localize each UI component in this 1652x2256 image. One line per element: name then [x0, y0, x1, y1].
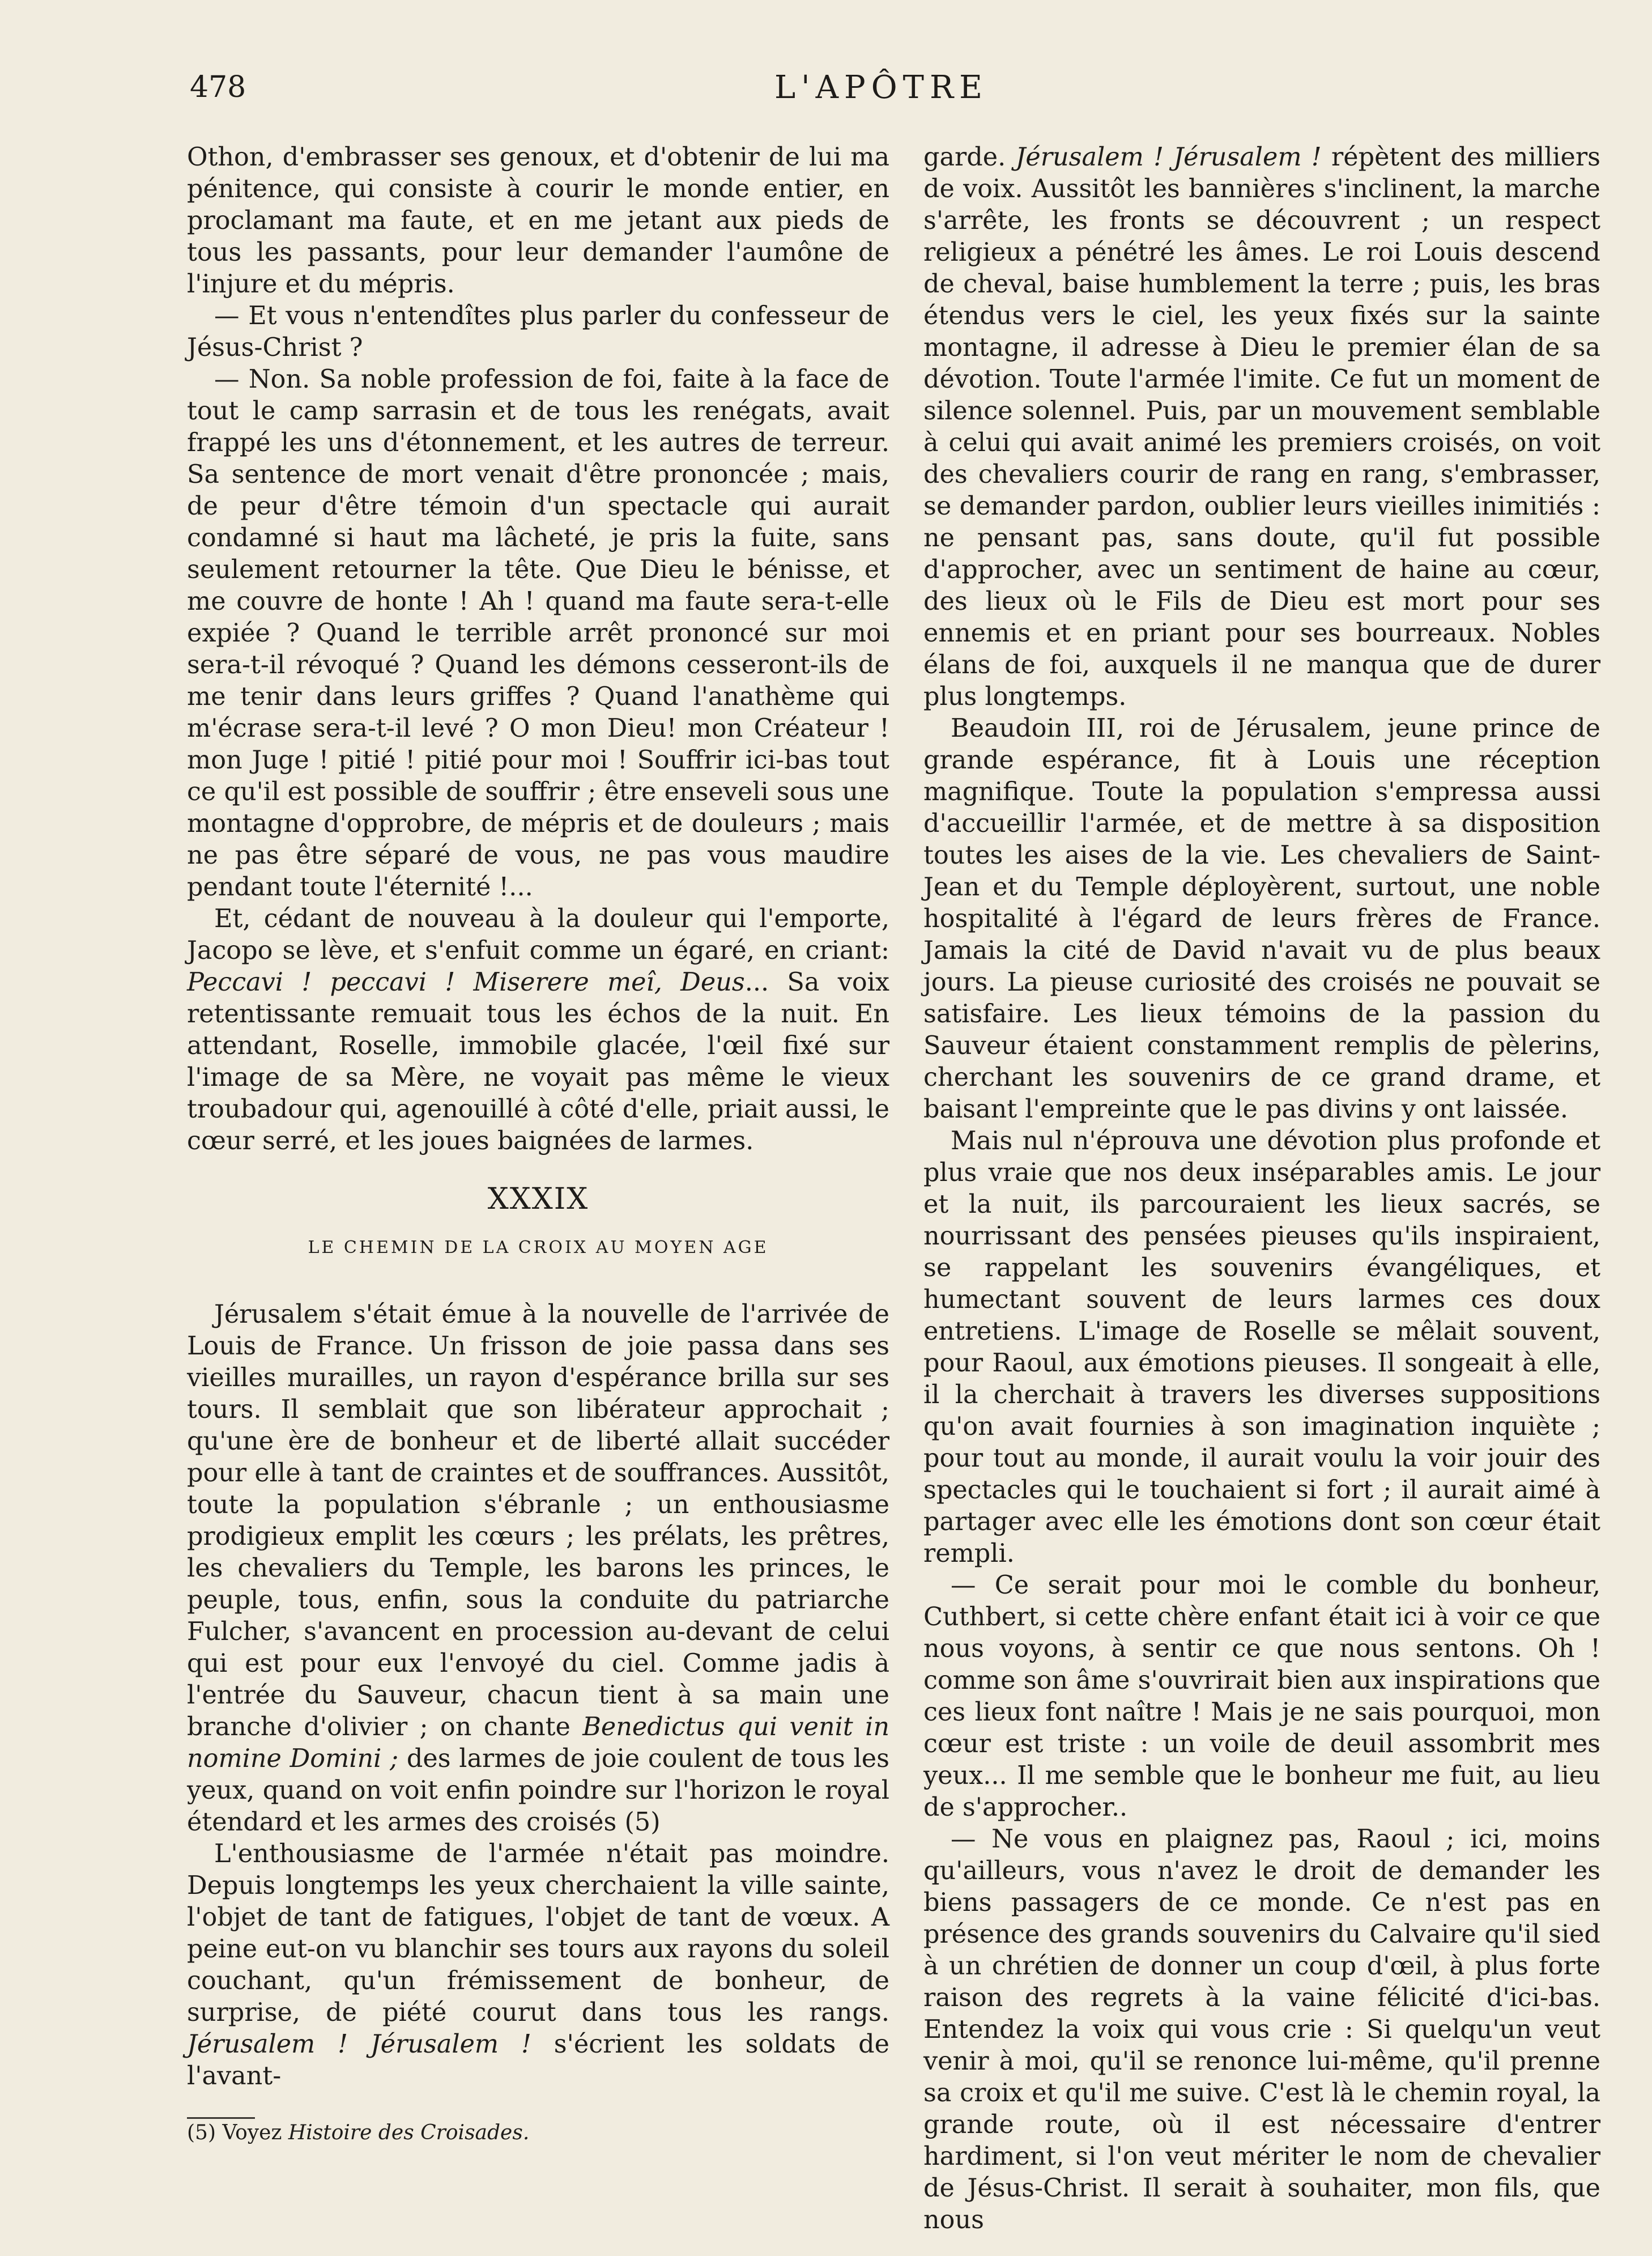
paragraph — [187, 1299, 889, 1838]
paragraph: — Ce serait pour moi le comble du bonheur, Cuthbert, si cette chère enfant était ici à voir ce que nous voyons, à sentir ce que nous sentons. Oh ! comme son âme s'ouvrirait bien aux inspirations que ces lieux font naître ! Mais je ne sais pourquoi, mon cœur est triste : un voile de deuil assombrit mes yeux... Il me semble que le bonheur me fuit, au lieu de s'approcher.. — [923, 1571, 1600, 1822]
text-run: (5) Voyez — [187, 2121, 288, 2144]
latin-quote: Benedictus qui venit in nomine Domini ; — [187, 1713, 889, 1773]
paragraph: — Non. Sa noble profession de foi, faite à la face de tout le camp sarrasin et de tous les renégats, avait frappé les uns d'étonnement, et les autres de terreur. Sa sentence de mort venait d'être prononcée ; mais, de peur d'être témoin d'un spectacle qui aurait condamné si haut ma lâcheté, je pris la fuite, sans seulement retourner la tête. Que Dieu le bénisse, et me couvre de honte ! Ah ! quand ma faute sera-t-elle expiée ? Quand le terrible arrêt prononcé sur moi sera-t-il révoqué ? Quand les démons cesseront-ils de me tenir dans leurs griffes ? Quand l'anathème qui m'écrase sera-t-il levé ? O mon Dieu! mon Créateur ! mon Juge ! pitié ! pitié pour moi ! Souffrir ici-bas tout ce qu'il est possible de souffrir ; être enseveli sous une montagne d'opprobre, de mépris et de douleurs ; mais ne pas être séparé de vous, ne pas vous maudire pendant toute l'éternité !... — [187, 365, 889, 902]
paragraph: — Et vous n'entendîtes plus parler du confesseur de Jésus-Christ ? — [187, 301, 889, 362]
chapter-number: XXXIX — [487, 1182, 589, 1216]
left-column — [187, 142, 889, 2147]
paragraph: — Ne vous en plaignez pas, Raoul ; ici, moins qu'ailleurs, vous n'avez le droit de demander les biens passagers de ce monde. Ce n'est pas en présence des grands souvenirs du Calvaire qu'il sied à un chrétien de donner un coup d'œil, à plus forte raison des regrets à la vaine félicité d'ici-bas. Entendez la voix qui vous crie : Si quelqu'un veut venir à moi, qu'il se renonce lui-même, qu'il prenne sa croix et qu'il me suive. C'est là le chemin royal, la grande route, où il est nécessaire d'entrer hardiment, si l'on veut mériter le nom de chevalier de Jésus-Christ. Il serait à souhaiter, mon fils, que nous — [923, 1825, 1600, 2234]
paragraph — [923, 142, 1600, 713]
text-run: s'écrient les soldats de l'avant- — [187, 2030, 889, 2091]
text-run: garde. — [923, 143, 1016, 172]
right-column — [923, 142, 1600, 2236]
running-head — [170, 63, 1593, 109]
chapter-title: LE CHEMIN DE LA CROIX AU MOYEN AGE — [308, 1238, 769, 1257]
italic-exclamation: Jérusalem ! Jérusalem ! — [1015, 143, 1322, 172]
text-run: Et, cédant de nouveau à la douleur qui l'emporte, Jacopo se lève, et s'enfuit comme un égaré, en criant: — [187, 904, 889, 965]
paragraph — [187, 1838, 889, 2092]
footnote-reference-title: Histoire des Croisades. — [288, 2121, 530, 2144]
text-run: L'enthousiasme de l'armée n'était pas moindre. Depuis longtemps les yeux cherchaient la ville sainte, l'objet de tant de fatigues, l'objet de tant de vœux. A peine eut-on vu blanchir ses tours aux rayons du soleil couchant, qu'un frémissement de bonheur, de surprise, de piété courut dans tous les rangs. — [187, 1839, 889, 2027]
paragraph: Mais nul n'éprouva une dévotion plus profonde et plus vraie que nos deux inséparables amis. Le jour et la nuit, ils parcouraient les lieux sacrés, se nourrissant des pensées pieuses qu'ils inspiraient, se rappelant les souvenirs évangéliques, et humectant souvent de leurs larmes ces doux entretiens. L'image de Roselle se mêlait souvent, pour Raoul, aux émotions pieuses. Il songeait à elle, il la cherchait à travers les diverses suppositions qu'on avait fournies à son imagination inquiète ; pour tout au monde, il aurait voulu la voir jouir des spectacles qui le touchaient si fort ; il aurait aimé à partager avec elle les émotions dont son cœur était rempli. — [923, 1127, 1600, 1568]
latin-quote: Peccavi ! peccavi ! Miserere meî, Deus — [187, 968, 745, 997]
italic-exclamation: Jérusalem ! Jérusalem ! — [187, 2030, 531, 2059]
running-title: L'APÔTRE — [774, 69, 988, 106]
page-number: 478 — [190, 70, 246, 104]
text-run: des larmes de joie coulent de tous les yeux, quand on voit enfin poindre sur l'horizon le royal étendard et les armes des croisés (5) — [187, 1744, 889, 1837]
text-run: ... Sa voix retentissante remuait tous les échos de la nuit. En attendant, Roselle, immobile glacée, l'œil fixé sur l'image de sa Mère, ne voyait pas même le vieux troubadour qui, agenouillé à côté d'elle, priait aussi, le cœur serré, et les joues baignées de larmes. — [187, 968, 889, 1155]
paragraph: Othon, d'embrasser ses genoux, et d'obtenir de lui ma pénitence, qui consiste à courir le monde entier, en proclamant ma faute, et en me jetant aux pieds de tous les passants, pour leur demander l'aumône de l'injure et du mépris. — [187, 143, 889, 299]
paragraph: Beaudoin III, roi de Jérusalem, jeune prince de grande espérance, fit à Louis une réception magnifique. Toute la population s'empressa aussi d'accueillir l'armée, et de mettre à sa disposition toutes les aises de la vie. Les chevaliers de Saint-Jean et du Temple déployèrent, surtout, une noble hospitalité à l'égard de leurs frères de France. Jamais la cité de David n'avait vu de plus beaux jours. La pieuse curiosité des croisés ne pouvait se satisfaire. Les lieux témoins de la passion du Sauveur étaient constamment remplis de pèlerins, cherchant les souvenirs de ce grand drame, et baisant l'empreinte que le pas divins y ont laissée. — [923, 714, 1600, 1124]
footnote — [187, 2119, 889, 2147]
paragraph — [187, 903, 889, 1157]
text-run: répètent des milliers de voix. Aussitôt les bannières s'inclinent, la marche s'arrête, les fronts se découvrent ; un respect religieux a pénétré les âmes. Le roi Louis descend de cheval, baise humblement la terre ; puis, les bras étendus vers le ciel, les yeux fixés sur la sainte montagne, il adresse à Dieu le premier élan de sa dévotion. Toute l'armée l'imite. Ce fut un moment de silence solennel. Puis, par un mouvement semblable à celui qui avait animé les premiers croisés, on voit des chevaliers courir de rang en rang, s'embrasser, se demander pardon, oublier leurs vieilles inimitiés : ne pensant pas, sans doute, qu'il fut possible d'approcher, avec un sentiment de haine au cœur, des lieux où le Fils de Dieu est mort pour ses ennemis et en priant pour ses bourreaux. Nobles élans de foi, auxquels il ne manqua que de durer plus longtemps. — [923, 143, 1600, 711]
text-run: Jérusalem s'était émue à la nouvelle de l'arrivée de Louis de France. Un frisson de joie passa dans ses vieilles murailles, un rayon d'espérance brilla sur ses tours. Il semblait que son libérateur approchait ; qu'une ère de bonheur et de liberté allait succéder pour elle à tant de craintes et de souffrances. Aussitôt, toute la population s'ébranle ; un enthousiasme prodigieux emplit les cœurs ; les prélats, les prêtres, les chevaliers du Temple, les barons les princes, le peuple, tous, enfin, sous la conduite du patriarche Fulcher, s'avancent en procession au-devant de celui qui est pour eux l'envoyé du ciel. Comme jadis à l'entrée du Sauveur, chacun tient à sa main une branche d'olivier ; on chante — [187, 1300, 889, 1741]
